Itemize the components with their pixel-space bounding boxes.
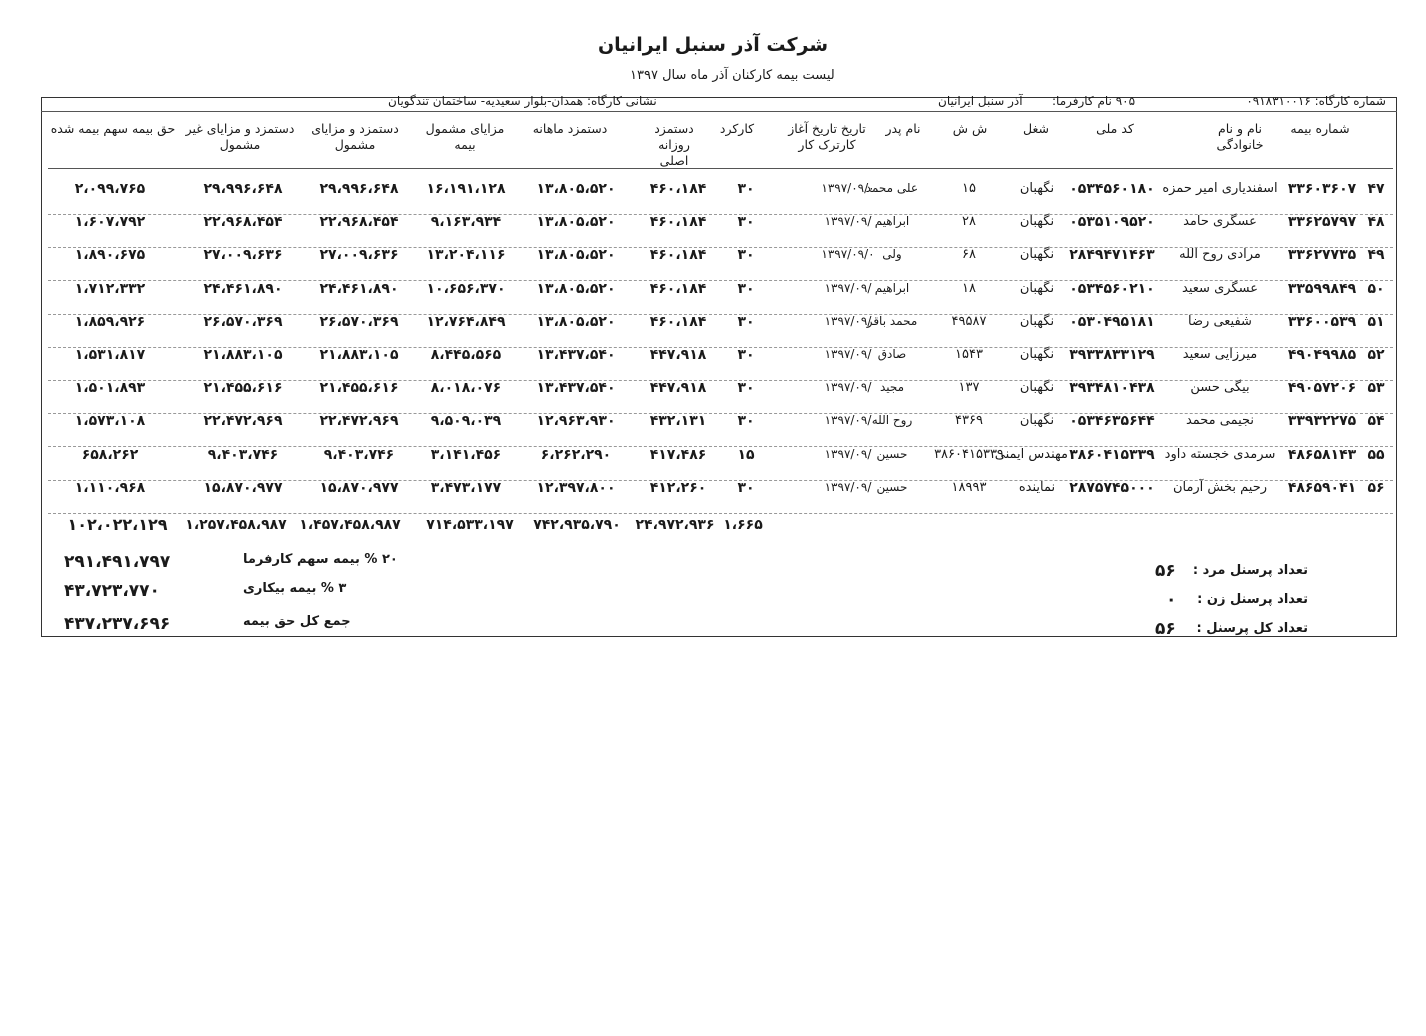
female-count-label: تعداد پرسنل زن : <box>1197 592 1308 607</box>
monthly-wage: ۱۳،۸۰۵،۵۲۰ <box>536 247 616 264</box>
monthly-wage: ۶،۲۶۲،۲۹۰ <box>540 446 612 463</box>
wage-covered: ۲۹،۹۹۶،۶۴۸ <box>319 181 399 197</box>
days-worked: ۳۰ <box>737 380 755 397</box>
male-count-value: ۵۶ <box>1155 561 1176 581</box>
daily-wage: ۴۱۲،۲۶۰ <box>649 479 707 496</box>
start-date: ۱۳۹۷/۰۹/ <box>824 479 872 494</box>
start-date: ۱۳۹۷/۰۹/ <box>824 347 872 361</box>
days-worked: ۳۰ <box>737 479 755 496</box>
monthly-wage: ۱۲،۳۹۷،۸۰۰ <box>536 479 616 496</box>
header-wage-covered: دستمزد و مزایای مشمول <box>311 121 399 152</box>
monthly-wage: ۱۳،۸۰۵،۵۲۰ <box>536 313 616 330</box>
premium: ۱،۸۹۰،۶۷۵ <box>74 247 146 264</box>
daily-wage: ۴۶۰،۱۸۴ <box>649 313 707 330</box>
father-name: محمد باقر <box>866 313 918 328</box>
daily-wage: ۴۶۰،۱۸۴ <box>649 214 707 231</box>
days-worked: ۳۰ <box>737 413 755 430</box>
start-date: ۱۳۹۷/۰۹/ <box>824 214 872 229</box>
wage-total: ۲۱،۴۵۵،۶۱۶ <box>203 380 283 397</box>
days-worked: ۳۰ <box>737 181 755 197</box>
row-number: ۵۴ <box>1367 413 1385 430</box>
header-job: شغل <box>1023 121 1049 136</box>
national-id: ۰۵۳۴۵۶۰۱۸۰ <box>1069 181 1155 197</box>
insurance-number: ۳۳۶۲۷۷۳۵ <box>1287 247 1357 264</box>
benefits: ۱۰،۶۵۶،۳۷۰ <box>426 280 506 297</box>
header-wage-total: دستمزد و مزایای غیر مشمول <box>185 121 295 152</box>
wage-total: ۲۹،۹۹۶،۶۴۸ <box>203 181 283 197</box>
wage-total: ۲۴،۴۶۱،۸۹۰ <box>203 280 283 297</box>
benefits: ۸،۴۴۵،۵۶۵ <box>430 347 502 363</box>
insurance-number: ۳۳۶۲۵۷۹۷ <box>1287 214 1357 231</box>
wage-covered: ۲۷،۰۰۹،۶۳۶ <box>319 247 399 264</box>
premium: ۲،۰۹۹،۷۶۵ <box>74 181 146 197</box>
employee-name: مرادی روح الله <box>1179 247 1261 263</box>
job-title: مهندس ایمنی <box>994 446 1068 462</box>
insurance-number: ۴۸۶۵۹۰۴۱ <box>1287 479 1357 496</box>
job-title: نگهبان <box>1019 214 1055 230</box>
header-father: نام پدر <box>885 121 921 136</box>
total-premium: ۱۰۲،۰۲۲،۱۲۹ <box>67 515 168 534</box>
insurance-number: ۳۳۵۹۹۸۴۹ <box>1287 280 1357 297</box>
male-count-label: تعداد پرسنل مرد : <box>1192 563 1308 578</box>
row-number: ۵۰ <box>1367 280 1385 297</box>
father-name: مجید <box>879 380 905 395</box>
total-daily: ۲۴،۹۷۲،۹۳۶ <box>635 517 715 533</box>
wage-total: ۲۶،۵۷۰،۳۶۹ <box>203 313 283 330</box>
monthly-wage: ۱۳،۸۰۵،۵۲۰ <box>536 214 616 231</box>
daily-wage: ۴۴۷،۹۱۸ <box>649 380 707 397</box>
total-count-label: تعداد کل پرسنل : <box>1196 621 1308 636</box>
premium: ۶۵۸،۲۶۲ <box>81 446 139 463</box>
wage-covered: ۲۲،۹۶۸،۴۵۴ <box>319 214 399 231</box>
header-monthly-wage: دستمزد ماهانه <box>532 121 608 136</box>
employer-share-label: ۲۰ % بیمه سهم کارفرما <box>243 552 398 567</box>
premium: ۱،۵۰۱،۸۹۳ <box>74 380 146 397</box>
job-title: نماینده <box>1018 479 1056 495</box>
days-worked: ۳۰ <box>737 313 755 330</box>
employer-label: ۹۰۵ نام کارفرما: <box>1052 94 1136 108</box>
unemployment-label: ۳ % بیمه بیکاری <box>243 581 347 596</box>
unemployment-value: ۴۳،۷۲۳،۷۷۰ <box>64 581 160 601</box>
total-monthly: ۷۴۲،۹۳۵،۷۹۰ <box>533 517 621 533</box>
father-name: ولی <box>882 247 902 262</box>
father-name: روح الله <box>871 413 913 428</box>
daily-wage: ۴۶۰،۱۸۴ <box>649 181 707 197</box>
header-days: کارکرد <box>719 121 755 136</box>
total-wage: ۱،۲۵۷،۴۵۸،۹۸۷ <box>185 517 287 533</box>
employee-name: میرزایی سعید <box>1182 347 1258 362</box>
national-id: ۲۸۴۹۴۷۱۴۶۳ <box>1069 247 1155 264</box>
insurance-number: ۳۳۶۰۳۶۰۷ <box>1287 181 1357 197</box>
benefits: ۳،۱۴۱،۴۵۶ <box>430 446 502 463</box>
wage-total: ۹،۴۰۳،۷۴۶ <box>207 446 279 463</box>
job-title: نگهبان <box>1019 247 1055 263</box>
total-covered: ۱،۴۵۷،۴۵۸،۹۸۷ <box>299 517 401 533</box>
job-title: نگهبان <box>1019 413 1055 429</box>
header-benefits: مزایای مشمول بیمه <box>425 121 505 152</box>
national-id: ۰۵۳۴۵۶۰۲۱۰ <box>1069 280 1155 297</box>
company-title: شرکت آذر سنبل ایرانیان <box>597 34 829 56</box>
monthly-wage: ۱۳،۴۳۷،۵۴۰ <box>536 380 616 397</box>
employee-name: سرمدی خجسته داود <box>1164 446 1276 462</box>
start-date: ۱۳۹۷/۰۹/ <box>824 446 872 461</box>
female-count-value: ۰ <box>1166 590 1177 610</box>
employee-name: نجیمی محمد <box>1185 413 1255 429</box>
days-worked: ۳۰ <box>737 280 755 297</box>
national-id: ۰۵۳۵۱۰۹۵۲۰ <box>1069 214 1155 231</box>
father-name: صادق <box>877 347 907 361</box>
daily-wage: ۴۱۷،۴۸۶ <box>649 446 707 463</box>
id-number: ۱۸ <box>962 280 976 296</box>
national-id: ۲۸۷۵۷۴۵۰۰۰ <box>1069 479 1155 496</box>
benefits: ۱۲،۷۶۴،۸۴۹ <box>426 313 506 330</box>
total-premium-value: ۴۳۷،۲۳۷،۶۹۶ <box>64 614 171 634</box>
benefits: ۳،۴۷۳،۱۷۷ <box>430 479 502 496</box>
employee-name: شفیعی رضا <box>1188 313 1252 329</box>
start-date: ۱۳۹۷/۰۹/۰ <box>821 247 875 262</box>
id-number: ۲۸ <box>962 214 976 230</box>
father-name: علی محمد <box>865 181 918 195</box>
insurance-number: ۴۸۶۵۸۱۴۳ <box>1287 446 1357 463</box>
premium: ۱،۶۰۷،۷۹۲ <box>74 214 146 231</box>
wage-total: ۲۲،۹۶۸،۴۵۴ <box>203 214 283 231</box>
father-name: ابراهیم <box>874 214 910 229</box>
employer-name: آذر سنبل ایرانیان <box>938 94 1023 108</box>
total-benefits: ۷۱۴،۵۳۳،۱۹۷ <box>426 517 514 533</box>
job-title: نگهبان <box>1019 313 1055 329</box>
header-national-id: کد ملی <box>1096 121 1134 136</box>
header-name: نام و نام خانوادگی <box>1216 121 1264 152</box>
wage-total: ۱۵،۸۷۰،۹۷۷ <box>203 479 283 496</box>
premium: ۱،۷۱۲،۳۳۲ <box>74 280 146 297</box>
job-title: نگهبان <box>1019 181 1055 196</box>
row-number: ۵۲ <box>1367 347 1385 363</box>
header-start-date: تاریخ تاریخ آغاز کارترک کار <box>788 121 866 152</box>
national-id: ۰۵۳۴۶۳۵۶۴۴ <box>1069 413 1155 430</box>
header-premium: حق بیمه سهم بیمه شده <box>50 121 176 136</box>
row-number: ۵۱ <box>1367 313 1385 330</box>
benefits: ۹،۱۶۳،۹۳۴ <box>430 214 502 231</box>
wage-covered: ۹،۴۰۳،۷۴۶ <box>323 446 395 463</box>
benefits: ۱۶،۱۹۱،۱۲۸ <box>426 181 506 197</box>
total-days: ۱،۶۶۵ <box>723 517 763 533</box>
insurance-number: ۴۹۰۴۹۹۸۵ <box>1287 347 1357 363</box>
days-worked: ۳۰ <box>737 247 755 264</box>
wage-covered: ۲۲،۴۷۲،۹۶۹ <box>319 413 399 430</box>
start-date: ۱۳۹۷/۰۹/ <box>824 280 872 295</box>
row-number: ۴۹ <box>1367 247 1385 264</box>
row-number: ۴۸ <box>1367 214 1385 231</box>
premium: ۱،۱۱۰،۹۶۸ <box>74 479 146 496</box>
report-subtitle: لیست بیمه کارکنان آذر ماه سال ۱۳۹۷ <box>630 68 835 83</box>
total-premium-label: جمع کل حق بیمه <box>243 614 351 629</box>
employer-share-value: ۲۹۱،۴۹۱،۷۹۷ <box>64 552 171 572</box>
id-number: ۱۸۹۹۳ <box>951 479 987 495</box>
wage-covered: ۲۱،۸۸۳،۱۰۵ <box>319 347 399 363</box>
row-divider <box>48 513 1393 514</box>
father-name: ابراهیم <box>874 280 910 295</box>
premium: ۱،۵۷۳،۱۰۸ <box>74 413 146 430</box>
daily-wage: ۴۶۰،۱۸۴ <box>649 247 707 264</box>
employee-name: بیگی حسن <box>1190 380 1250 396</box>
employee-name: اسفندیاری امیر حمزه <box>1162 181 1278 196</box>
info-divider <box>41 111 1397 112</box>
daily-wage: ۴۴۷،۹۱۸ <box>649 347 707 363</box>
monthly-wage: ۱۳،۴۳۷،۵۴۰ <box>536 347 616 363</box>
days-worked: ۳۰ <box>737 214 755 231</box>
row-number: ۵۶ <box>1367 479 1385 496</box>
monthly-wage: ۱۳،۸۰۵،۵۲۰ <box>536 181 616 197</box>
national-id: ۰۵۳۰۴۹۵۱۸۱ <box>1069 313 1155 330</box>
start-date: ۱۳۹۷/۰۹/ <box>824 413 872 428</box>
job-title: نگهبان <box>1019 347 1055 362</box>
header-daily-wage: دستمزد روزانه اصلی <box>654 121 694 168</box>
days-worked: ۱۵ <box>737 446 755 463</box>
benefits: ۹،۵۰۹،۰۳۹ <box>430 413 502 430</box>
national-id: ۳۸۶۰۴۱۵۳۳۹ <box>1069 446 1155 463</box>
header-divider <box>48 168 1393 169</box>
premium: ۱،۸۵۹،۹۲۶ <box>74 313 146 330</box>
header-id-no: ش ش <box>952 121 988 136</box>
id-number: ۴۹۵۸۷ <box>951 313 987 329</box>
wage-covered: ۲۶،۵۷۰،۳۶۹ <box>319 313 399 330</box>
id-number: ۳۸۶۰۴۱۵۳۳۹ <box>934 446 1004 462</box>
father-name: حسین <box>876 479 908 494</box>
employee-name: عسگری حامد <box>1183 214 1257 230</box>
total-count-value: ۵۶ <box>1155 619 1176 639</box>
id-number: ۱۵۴۳ <box>955 347 983 362</box>
daily-wage: ۴۶۰،۱۸۴ <box>649 280 707 297</box>
row-number: ۵۳ <box>1367 380 1385 397</box>
monthly-wage: ۱۲،۹۶۳،۹۳۰ <box>536 413 616 430</box>
employee-name: عسگری سعید <box>1182 280 1258 296</box>
start-date: ۱۳۹۷/۰۹/ <box>824 313 872 328</box>
insurance-number: ۳۳۹۳۲۲۷۵ <box>1287 413 1357 430</box>
id-number: ۱۳۷ <box>958 380 980 396</box>
header-insurance-no: شماره بیمه <box>1290 121 1350 136</box>
wage-covered: ۲۱،۴۵۵،۶۱۶ <box>319 380 399 397</box>
start-date: ۱۳۹۷/۰۹/ <box>824 380 872 395</box>
national-id: ۳۹۳۴۸۱۰۴۳۸ <box>1069 380 1155 397</box>
father-name: حسین <box>876 446 908 461</box>
wage-covered: ۲۴،۴۶۱،۸۹۰ <box>319 280 399 297</box>
wage-total: ۲۱،۸۸۳،۱۰۵ <box>203 347 283 363</box>
job-title: نگهبان <box>1019 280 1055 296</box>
insurance-number: ۳۳۶۰۰۵۳۹ <box>1287 313 1357 330</box>
id-number: ۱۵ <box>962 181 976 196</box>
id-number: ۶۸ <box>962 247 976 263</box>
benefits: ۸،۰۱۸،۰۷۶ <box>430 380 502 397</box>
workshop-address: نشانی کارگاه: همدان-بلوار سعیدیه- ساختمان تندگویان <box>388 94 657 108</box>
wage-covered: ۱۵،۸۷۰،۹۷۷ <box>319 479 399 496</box>
row-number: ۵۵ <box>1367 446 1385 463</box>
start-date: ۱۳۹۷/۰۹/۰ <box>821 181 875 195</box>
workshop-number: شماره کارگاه: ۰۹۱۸۳۱۰۰۱۶ <box>1246 94 1386 108</box>
employee-name: رحیم بخش آرمان <box>1172 479 1268 495</box>
monthly-wage: ۱۳،۸۰۵،۵۲۰ <box>536 280 616 297</box>
wage-total: ۲۷،۰۰۹،۶۳۶ <box>203 247 283 264</box>
national-id: ۳۹۳۳۸۳۳۱۲۹ <box>1069 347 1155 363</box>
days-worked: ۳۰ <box>737 347 755 363</box>
premium: ۱،۵۳۱،۸۱۷ <box>74 347 146 363</box>
id-number: ۴۳۶۹ <box>955 413 983 429</box>
benefits: ۱۳،۲۰۴،۱۱۶ <box>426 247 506 264</box>
insurance-number: ۴۹۰۵۷۲۰۶ <box>1287 380 1357 397</box>
wage-total: ۲۲،۴۷۲،۹۶۹ <box>203 413 283 430</box>
daily-wage: ۴۳۲،۱۳۱ <box>649 413 707 430</box>
row-number: ۴۷ <box>1367 181 1385 197</box>
job-title: نگهبان <box>1019 380 1055 396</box>
